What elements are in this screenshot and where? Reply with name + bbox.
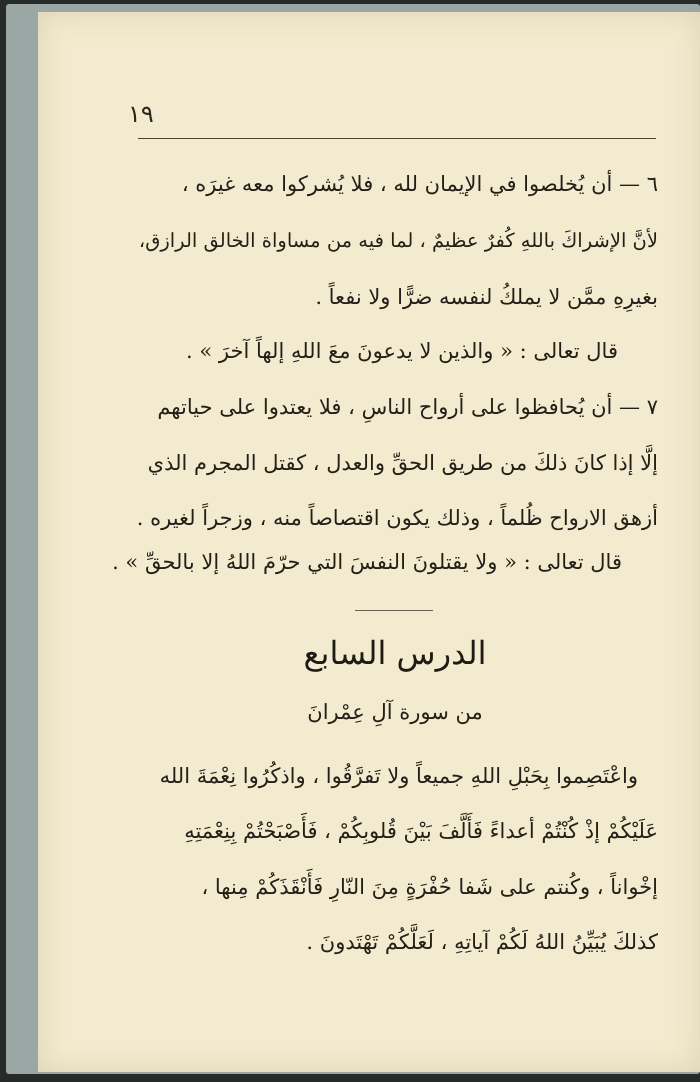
lesson-source: من سورة آلِ عِمْرانَ [307,700,483,724]
text-line: إخْواناً ، وكُنتم على شَفا حُفْرَةٍ مِنَ النّارِ فَأَنْقَذَكُمْ مِنها ، [201,875,658,899]
text-line: لأنَّ الإشراكَ باللهِ كُفرٌ عظيمٌ ، لما فيه من مساواة الخالق الرازق، [138,229,658,252]
lesson-title: الدرس السابع [303,634,487,672]
section-divider [355,610,433,611]
text-line: أزهق الارواح ظُلماً ، وذلك يكون اقتصاصاً منه ، وزجراً لغيره . [136,506,658,530]
text-line: إلَّا إذا كانَ ذلكَ من طريق الحقِّ والعدل ، كقتل المجرم الذي [147,451,658,475]
text-line: ٧ — أن يُحافظوا على أرواح الناسِ ، فلا يعتدوا على حياتهم [157,395,658,419]
text-line: ٦ — أن يُخلصوا في الإيمان لله ، فلا يُشركوا معه غيرَه ، [181,172,658,196]
book-page [38,12,700,1072]
text-line: قال تعالى : « والذين لا يدعونَ معَ اللهِ إلهاً آخرَ » . [186,339,618,363]
text-line: واعْتَصِموا بِحَبْلِ اللهِ جميعاً ولا تَفرَّقُوا ، واذكُرُوا نِعْمَةَ الله [159,764,638,788]
text-line: بغيرِهِ ممَّن لا يملكُ لنفسه ضرًّا ولا نفعاً . [315,285,658,309]
header-rule [138,138,656,139]
page-number: ١٩ [128,100,154,128]
text-line: قال تعالى : « ولا يقتلونَ النفسَ التي حرّمَ اللهُ إلا بالحقِّ » . [112,550,622,574]
text-line: كذلكَ يُبَيِّنُ اللهُ لَكُمْ آياتِهِ ، لَعَلَّكُمْ تَهْتَدونَ . [306,930,658,954]
text-line: عَلَيْكُمْ إذْ كُنْتُمْ أعداءً فَأَلَّفَ بَيْنَ قُلوبِكُمْ ، فَأَصْبَحْتُمْ بِنِعْمَتِهِ [184,819,658,843]
